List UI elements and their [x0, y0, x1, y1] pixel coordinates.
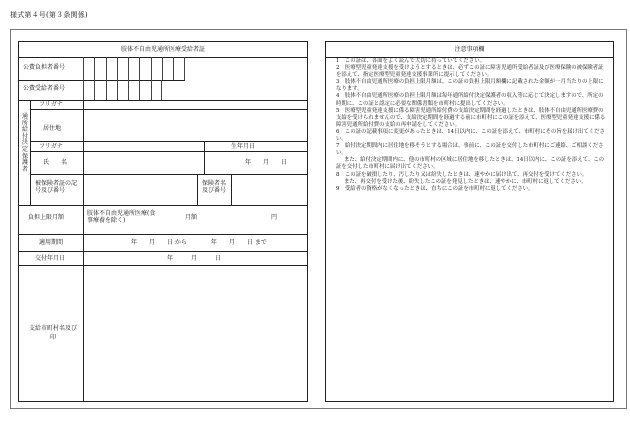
guardian-vertical-label: 通所給付決定保護者: [21, 113, 28, 173]
period-label: 適用期間: [39, 239, 64, 246]
note-item: 3 肢体不自由児通所医療の負担上限月額は、この証の負担上限月額欄に記載された金額が一月当たりの上限になります。: [336, 79, 604, 93]
period-value: 年 月 日 から 年 月 日 まで: [131, 239, 267, 246]
page-heading: 様式第４号(第３条関係): [10, 11, 88, 19]
limit-label: 負担上限月額: [28, 214, 65, 221]
limit-monthly-label: 月額: [185, 214, 198, 221]
limit-description: 肢体不自由児通所医療(食事療養を除く): [87, 210, 156, 224]
public-recipient-no-label: 公費受給者番号: [23, 85, 66, 92]
insured-card-label: 被保険者証の記号及び番号: [35, 180, 78, 194]
note-item: 7 給付決定期間内に居住地を移そうとする場合は、事前に、この証を交付した市町村にご連絡、ご相談ください。: [336, 143, 604, 157]
note-item: 4 肢体不自由児通所医療の負担上限月額は毎年通所給付決定保護者の収入等に応じて決定しますので、所定の時期に、この証と認定に必要な関係書類を市町村に提出してください。: [336, 93, 604, 107]
insurer-name-label: 保険者名及び番号: [202, 180, 227, 194]
note-item: 9 受給者の資格がなくなったときは、直ちにこの証を市町村に返してください。: [336, 185, 534, 192]
address-label: 居住地: [43, 125, 62, 132]
note-item: また、再交付を受けた後、紛失したこの証を発見したときは、速やかに、市町村に返してください。: [344, 178, 587, 185]
public-recipient-no-boxes[interactable]: [83, 80, 162, 100]
note-item: 6 この証の記載事項に変更があったときは、14日以内に、この証を添えて、市町村にその旨を届け出てください。: [336, 128, 605, 143]
public-payer-no-boxes[interactable]: [83, 57, 185, 80]
municipality-label: 支給市町村名及び印: [28, 325, 77, 341]
furigana-label: フリガナ: [39, 101, 63, 108]
birthdate-value: 年 月 日: [245, 159, 288, 166]
certificate-panel: [18, 41, 308, 402]
note-item: 8 この証を破損したり、汚したり又は紛失したときは、速やかに届け出て、再交付を受けてください。: [336, 171, 588, 178]
issue-date-label: 交付年月日: [35, 255, 66, 262]
note-item: 5 医療型児童発達支援に係る障害児通所給付費の支給決定期間を経過したときは、肢体不自由児通所医療費の支給を受けられませんので、支給決定期間を経過する前に市町村にこの証を添えて、医療型児童発達支援に係る障害児通所給付費の支給の再申請をしてください。: [336, 107, 606, 128]
name-label: 氏 名: [43, 159, 68, 166]
note-item: また、給付決定期間内に、他の市町村の区域に居住地を移したときは、14日以内に、この証を添えて、この証を交付した市町村に届け出てください。: [336, 157, 605, 171]
notes-title: 注意事項欄: [454, 46, 485, 53]
birthdate-label: 生年月日: [231, 143, 256, 150]
public-payer-no-label: 公費負担者番号: [23, 64, 66, 71]
limit-yen-label: 円: [271, 214, 278, 221]
note-item: 1 この証は、各面をよく読んで大切に持っていてください。: [336, 58, 485, 64]
note-item: 2 医療型児童発達支援を受けようとするときは、必ずこの証に障害児通所受給者証及び医療保険の被保険者証を添えて、指定医療型児童発達支援事業所に提示してください。: [336, 65, 604, 79]
furigana2-label: フリガナ: [39, 143, 63, 150]
certificate-title: 肢体不自由児通所医療受給者証: [120, 46, 205, 53]
notes-list: [336, 58, 606, 193]
issue-date-value: 年 月 日: [167, 255, 222, 262]
